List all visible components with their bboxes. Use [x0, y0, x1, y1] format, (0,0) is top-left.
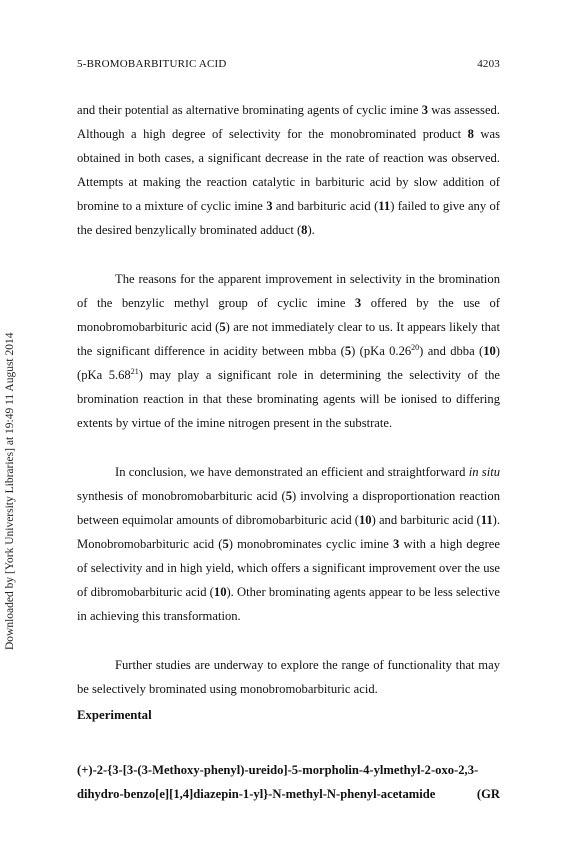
paragraph-3: In conclusion, we have demonstrated an efficient and straightforward in situ synthesis of monobromobarbituric acid (5) involving a disproportionation reaction between equimolar amounts of dibromobarbituric acid (10) and barbituric acid (11). Monobromobarbituric acid (5) monobrominates cyclic imine 3 with a high degree of selectivity and in high yield, which offers a significant improvement over the use of dibromobarbituric acid (10). Other brominating agents appear to be less selective in achieving this transformation.	[77, 465, 501, 623]
compound-name-line-1: (+)-2-{3-[3-(3-Methoxy-phenyl)-ureido]-5-morpholin-4-ylmethyl-2-oxo-2,3-	[77, 763, 479, 777]
paragraph-4: Further studies are underway to explore the range of functionality that may be selectively brominated using monobromobarbituric acid.	[77, 658, 500, 696]
compound-name	[77, 758, 500, 806]
citation-20: 20	[411, 342, 420, 352]
citation-21: 21	[130, 366, 139, 376]
section-heading-experimental: Experimental	[77, 708, 152, 722]
paragraph-2: The reasons for the apparent improvement in selectivity in the bromination of the benzylic methyl group of cyclic imine 3 offered by the use of monobromobarbituric acid (5) are not immediately clear to us. It appears likely that the significant difference in acidity between mbba (5) (pKa 0.26$^{20}$) and dbba (10) (pKa 5.68$^{21}$) may play a significant role in determining the selectivity of the bromination reaction in that these brominating agents will be ionised to differing extents by virtue of the imine nitrogen present in the substrate.	[77, 272, 500, 430]
running-title: 5-BROMOBARBITURIC ACID	[77, 58, 227, 70]
compound-name-line-2: dihydro-benzo[e][1,4]diazepin-1-yl}-N-methyl-N-phenyl-acetamide (GR	[77, 787, 500, 801]
download-watermark: Downloaded by [York University Libraries] at 19:49 11 August 2014	[4, 332, 16, 650]
page-number: 4203	[477, 58, 500, 70]
body-text	[77, 98, 500, 726]
paragraph-1: and their potential as alternative brominating agents of cyclic imine 3 was assessed. Although a high degree of selectivity for the monobrominated product 8 was obtained in both cases, a significant decrease in the rate of reaction was observed. Attempts at making the reaction catalytic in barbituric acid by slow addition of bromine to a mixture of cyclic imine 3 and barbituric acid (11) failed to give any of the desired benzylically brominated adduct (8).	[77, 103, 500, 237]
